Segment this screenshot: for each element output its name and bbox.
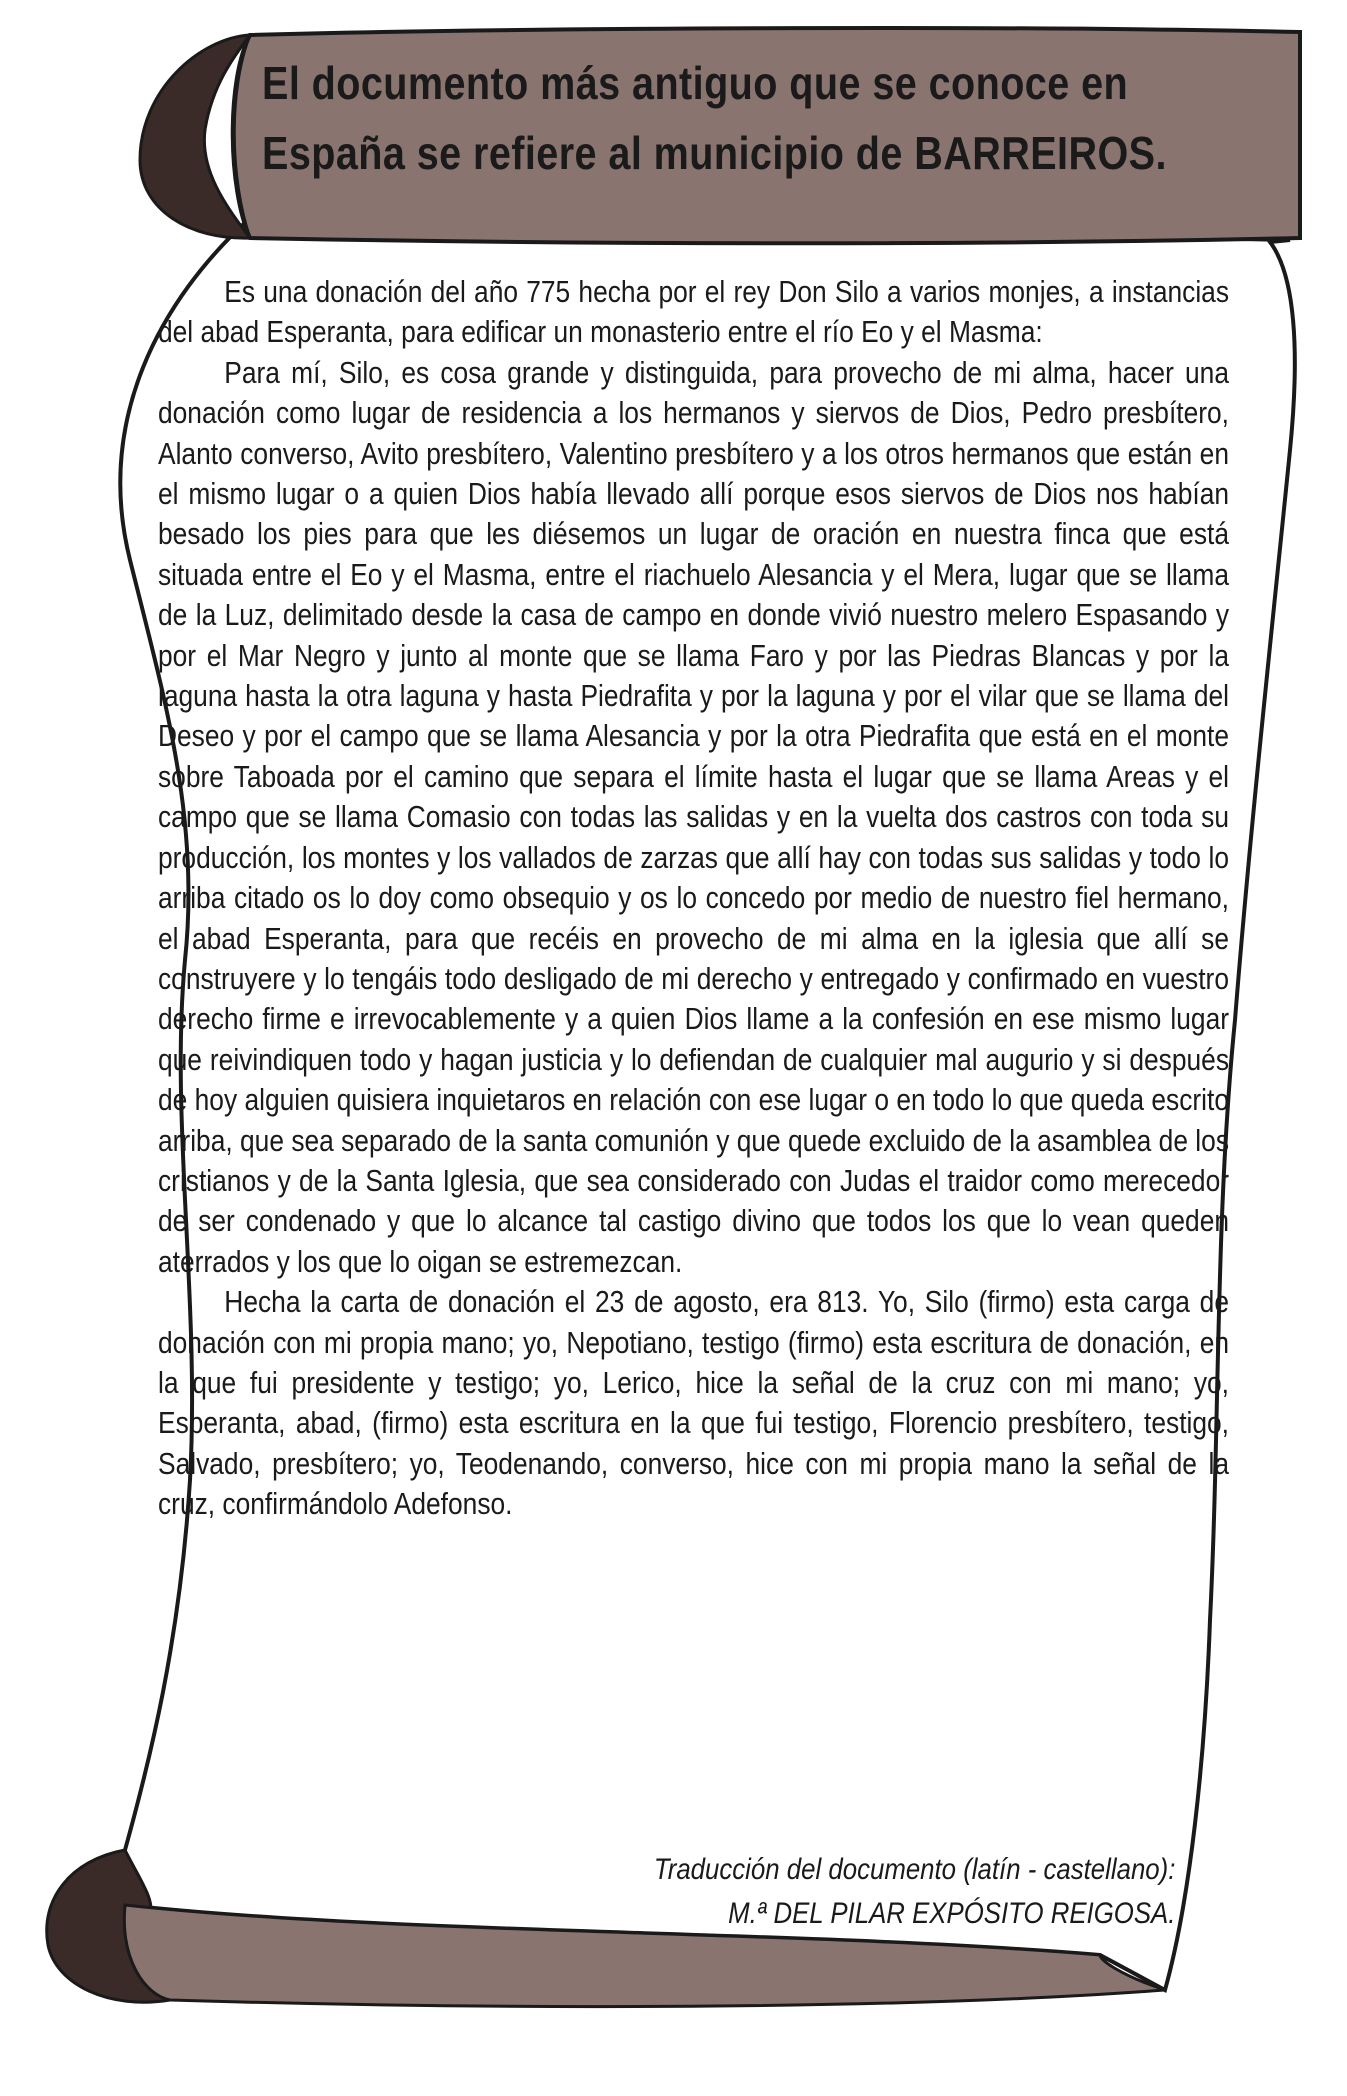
- document-body: [158, 272, 1229, 1525]
- translation-credit: [653, 1848, 1175, 1936]
- title-line-1: El documento más antiguo que se conoce en: [262, 57, 1129, 109]
- paragraph-donation: Para mí, Silo, es cosa grande y distinguida, para provecho de mi alma, hacer una donación como lugar de residencia a los hermanos y siervos de Dios, Pedro presbítero, Alanto converso, Avito presbítero, Valentino presbítero y a los otros hermanos que están en el mismo lugar o a quien Dios había llevado allí porque esos siervos de Dios nos habían besado los pies para que les diésemos un lugar de oración en nuestra finca que está situada entre el Eo y el Masma, entre el riachuelo Alesancia y el Mera, lugar que se llama de la Luz, delimitado desde la casa de campo en donde vivió nuestro melero Espasando y por el Mar Negro y junto al monte que se llama Faro y por las Piedras Blancas y por la laguna hasta la otra laguna y hasta Piedrafita y por la laguna y por el vilar que se llama del Deseo y por el campo que se llama Alesancia y por la otra Piedrafita que está en el monte sobre Taboada por el camino que separa el límite hasta el lugar que se llama Areas y el campo que se llama Comasio con todas las salidas y en la vuelta dos castros con toda su producción, los montes y los vallados de zarzas que allí hay con todas sus salidas y todo lo arriba citado os lo doy como obsequio y os lo concedo por medio de nuestro fiel hermano, el abad Esperanta, para que recéis en provecho de mi alma en la iglesia que allí se construyere y lo tengáis todo desligado de mi derecho y entregado y confirmado en vuestro derecho firme e irrevocablemente y a quien Dios llame a la confesión en ese mismo lugar que reivindiquen todo y hagan justicia y lo defiendan de cualquier mal augurio y si después de hoy alguien quisiera inquietaros en relación con ese lugar o en todo lo que queda escrito arriba, que sea separado de la santa comunión y que quede excluido de la asamblea de los cristianos y de la Santa Iglesia, que sea considerado con Judas el traidor como merecedor de ser condenado y que lo alcance tal castigo divino que todos los que lo vean queden aterrados y los que lo oigan se estremezcan.: [158, 354, 1230, 1279]
- credit-line-1: Traducción del documento (latín - castellano):: [653, 1853, 1175, 1886]
- paragraph-intro: Es una donación del año 775 hecha por el rey Don Silo a varios monjes, a instancias del abad Esperanta, para edificar un monasterio entre el río Eo y el Masma:: [158, 274, 1230, 350]
- title-line-2: España se refiere al municipio de BARREIROS.: [262, 127, 1167, 179]
- credit-line-2: M.ª DEL PILAR EXPÓSITO REIGOSA.: [727, 1897, 1175, 1930]
- page-title: [262, 48, 1167, 188]
- paragraph-signatures: Hecha la carta de donación el 23 de agosto, era 813. Yo, Silo (firmo) esta carga de donación con mi propia mano; yo, Nepotiano, testigo (firmo) esta escritura de donación, en la que fui presidente y testigo; yo, Lerico, hice la señal de la cruz con mi mano; yo, Esperanta, abad, (firmo) esta escritura en la que fui testigo, Florencio presbítero, testigo, Salvado, presbítero; yo, Teodenando, converso, hice con mi propia mano la señal de la cruz, confirmándolo Adefonso.: [158, 1284, 1230, 1522]
